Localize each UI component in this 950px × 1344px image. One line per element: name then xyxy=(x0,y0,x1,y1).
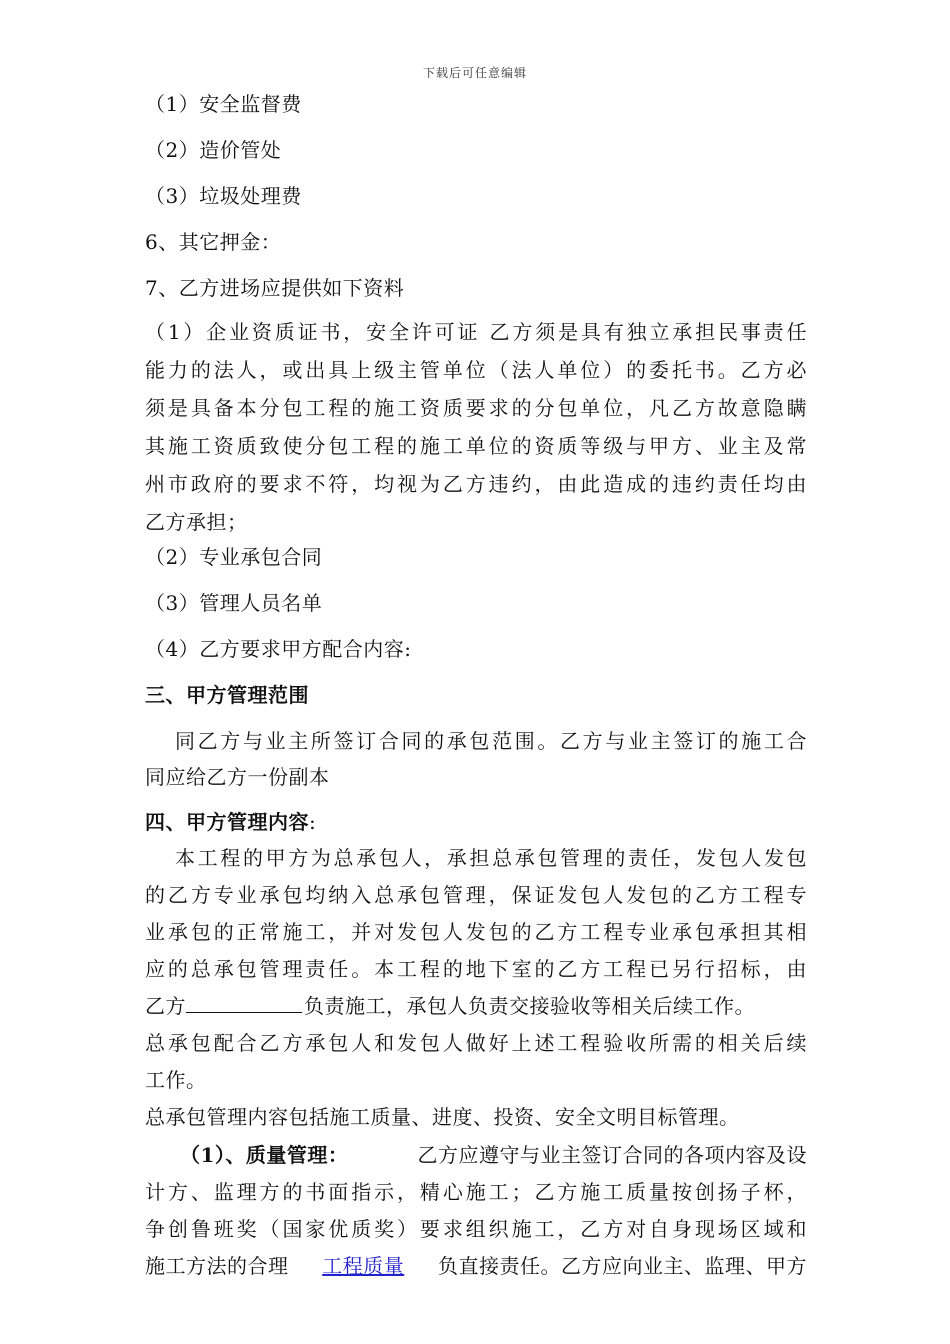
page-header: 下载后可任意编辑 xyxy=(422,66,527,80)
section-4-title: 四、甲方管理内容 xyxy=(145,810,309,834)
quality-line-1 xyxy=(180,1141,807,1169)
fee-item-1: （1）安全监督费 xyxy=(145,92,302,116)
fee-item-2: （2）造价管处 xyxy=(145,138,282,162)
section-4-line-6: 总承包配合乙方承包人和发包人做好上述工程验收所需的相关后续 xyxy=(145,1031,807,1055)
material-item-4: （4）乙方要求甲方配合内容: xyxy=(145,637,412,661)
fee-item-3: （3）垃圾处理费 xyxy=(145,184,302,208)
section-4-line-7: 工作。 xyxy=(145,1068,207,1092)
section-4-line-5 xyxy=(145,992,755,1020)
material-line-3: 须是具备本分包工程的施工资质要求的分包单位，凡乙方故意隐瞒 xyxy=(145,396,807,420)
section-4-line-8: 总承包管理内容包括施工质量、进度、投资、安全文明目标管理。 xyxy=(145,1105,740,1129)
section-4-line-4: 应的总承包管理责任。本工程的地下室的乙方工程已另行招标，由 xyxy=(145,957,807,981)
material-line-6: 乙方承担； xyxy=(145,510,248,534)
quality-text-4a: 施工方法的合理 xyxy=(145,1254,289,1278)
quality-text-1: 乙方应遵守与业主签订合同的各项内容及设 xyxy=(417,1143,807,1167)
quality-line-4 xyxy=(145,1252,807,1280)
section-4-title-colon: : xyxy=(309,810,317,834)
quality-line-2: 计方、监理方的书面指示，精心施工；乙方施工质量按创扬子杯， xyxy=(145,1180,807,1204)
material-line-1: （1）企业资质证书，安全许可证 乙方须是具有独立承担民事责任 xyxy=(145,320,807,344)
contractor-suffix: 负责施工，承包人负责交接验收等相关后续工作。 xyxy=(304,994,755,1018)
section-4-line-1: 本工程的甲方为总承包人，承担总承包管理的责任，发包人发包 xyxy=(175,846,807,870)
material-line-2: 能力的法人，或出具上级主管单位（法人单位）的委托书。乙方必 xyxy=(145,358,807,382)
section-4-title-row xyxy=(145,808,316,836)
engineering-quality-link[interactable]: 工程质量 xyxy=(322,1254,405,1278)
material-item-2: （2）专业承包合同 xyxy=(145,545,323,569)
contractor-prefix: 乙方 xyxy=(145,994,186,1018)
item-7: 7、乙方进场应提供如下资料 xyxy=(145,276,405,300)
quality-text-4b: 负直接责任。乙方应向业主、监理、甲方 xyxy=(438,1254,807,1278)
quality-line-3: 争创鲁班奖（国家优质奖）要求组织施工，乙方对自身现场区域和 xyxy=(145,1217,807,1241)
contractor-blank-field[interactable] xyxy=(186,992,302,1013)
material-item-3: （3）管理人员名单 xyxy=(145,591,323,615)
section-4-line-3: 业承包的正常施工，并对发包人发包的乙方工程专业承包承担其相 xyxy=(145,920,807,944)
quality-label: （1）、质量管理： xyxy=(180,1143,349,1167)
section-3-line-2: 同应给乙方一份副本 xyxy=(145,765,330,789)
section-4-line-2: 的乙方专业承包均纳入总承包管理，保证发包人发包的乙方工程专 xyxy=(145,883,807,907)
section-3-line-1: 同乙方与业主所签订合同的承包范围。乙方与业主签订的施工合 xyxy=(175,729,807,753)
section-3-title: 三、甲方管理范围 xyxy=(145,683,309,707)
item-6: 6、其它押金： xyxy=(145,230,282,254)
material-line-5: 州市政府的要求不符，均视为乙方违约，由此造成的违约责任均由 xyxy=(145,472,807,496)
material-line-4: 其施工资质致使分包工程的施工单位的资质等级与甲方、业主及常 xyxy=(145,434,807,458)
